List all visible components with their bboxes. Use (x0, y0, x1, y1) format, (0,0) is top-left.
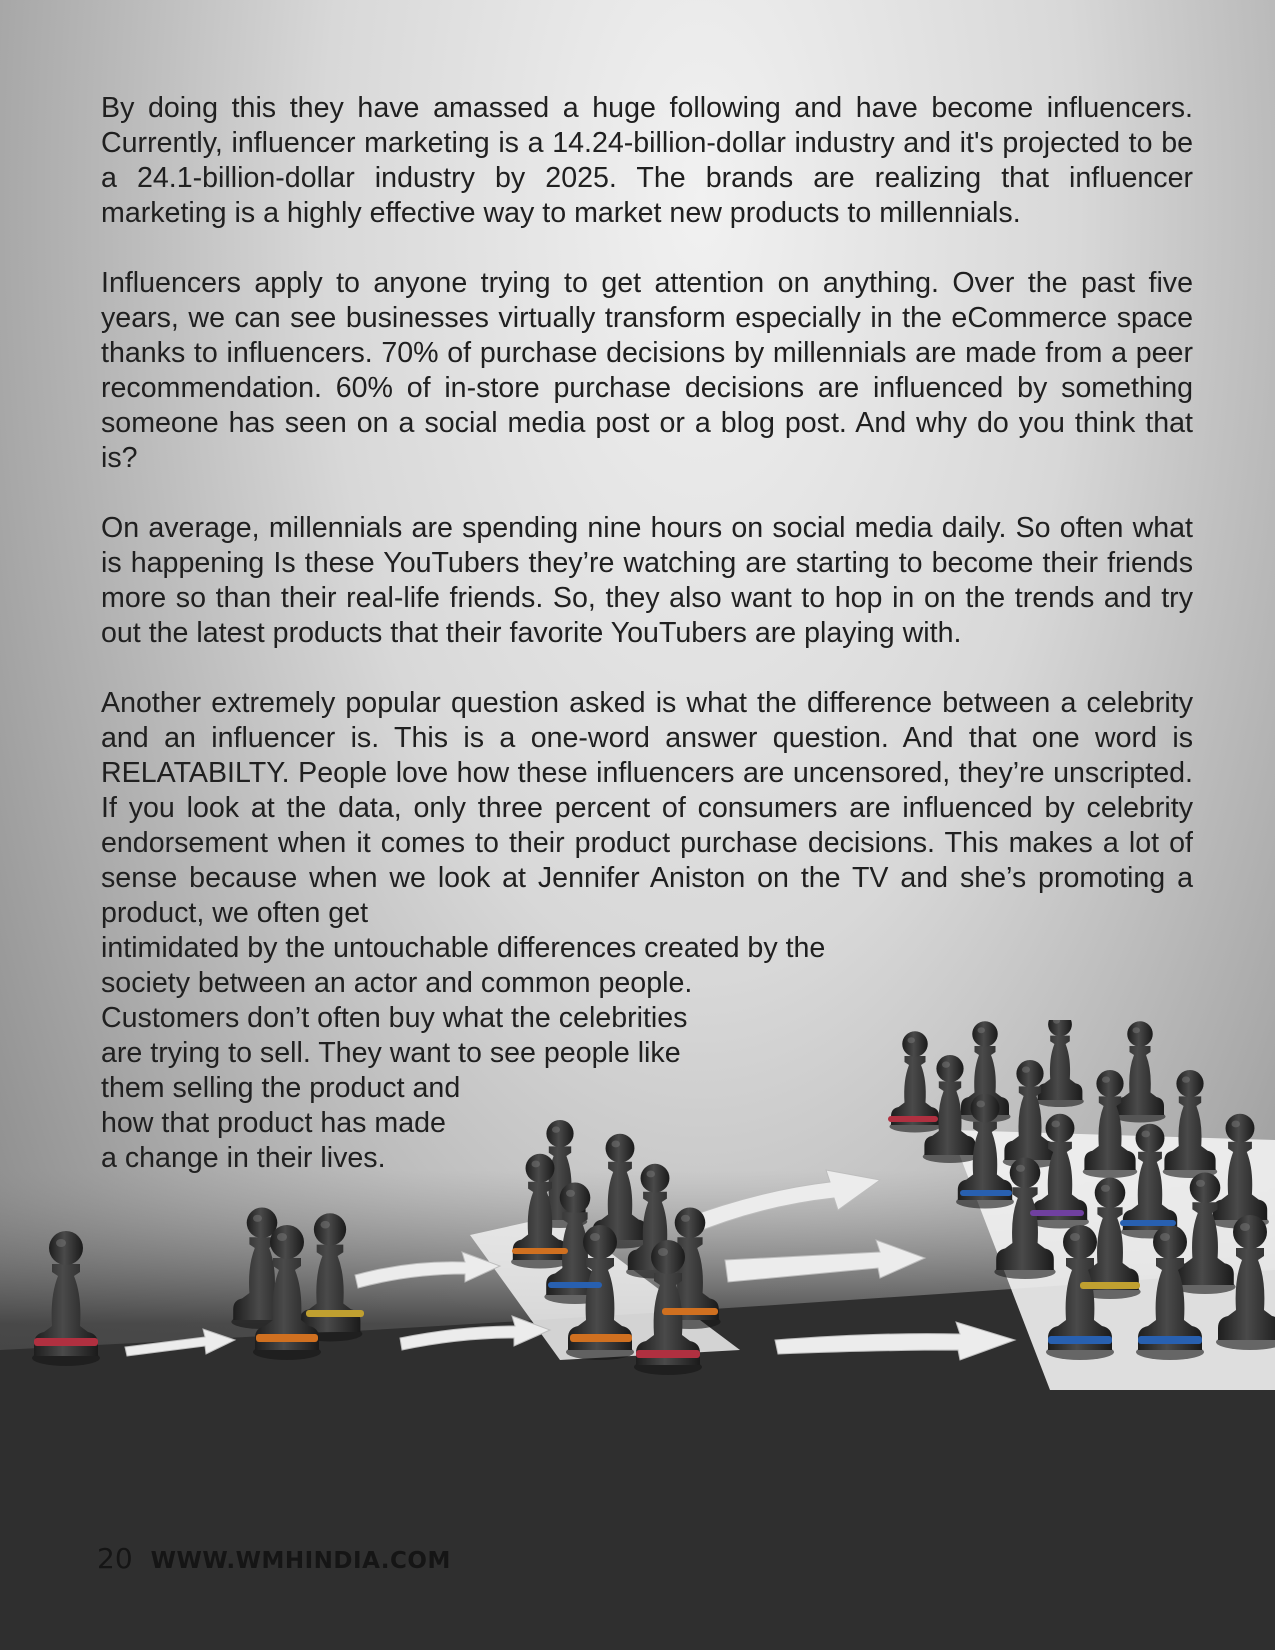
article-body (101, 91, 1193, 1176)
text-line: them selling the product and (101, 1072, 461, 1104)
text-line: Customers don’t often buy what the celebrities (101, 1002, 688, 1034)
page-footer (97, 1542, 451, 1578)
article-paragraph-1: By doing this they have amassed a huge following and have become influencers. Currently, influencer marketing is a 14.24-billion-dollar industry and it's projected to be a 24.1-billion-dollar industry by 2025. The brands are realizing that influencer marketing is a highly effective way to market new products to millennials. (101, 92, 1193, 229)
page-number: 20 (97, 1542, 133, 1575)
text-line: a change in their lives. (101, 1142, 386, 1174)
article-paragraph-2: Influencers apply to anyone trying to get attention on anything. Over the past five years, we can see businesses virtually transform especially in the eCommerce space thanks to influencers. 70% of purchase decisions by millennials are made from a peer recommendation. 60% of in-store purchase decisions are influenced by something someone has seen on a social media post or a blog post. And why do you think that is? (101, 267, 1193, 474)
text-line: how that product has made (101, 1107, 446, 1139)
text-line: are trying to sell. They want to see people like (101, 1037, 681, 1069)
article-paragraph-4-continued (101, 931, 1193, 1176)
website-link[interactable]: WWW.WMHINDIA.COM (150, 1548, 451, 1574)
article-paragraph-3: On average, millennials are spending nine hours on social media daily. So often what is happening Is these YouTubers they’re watching are starting to become their friends more so than their real-life friends. So, they also want to hop in on the trends and try out the latest products that their favorite YouTubers are playing with. (101, 512, 1193, 649)
text-line: intimidated by the untouchable differences created by the (101, 932, 826, 964)
article-paragraph-4: Another extremely popular question asked is what the difference between a celebrity and an influencer is. This is a one-word answer question. And that one word is RELATABILTY. People love how these influencers are uncensored, they’re unscripted. If you look at the data, only three percent of consumers are influenced by celebrity endorsement when it comes to their product purchase decisions. This makes a lot of sense because when we look at Jennifer Aniston on the TV and she’s promoting a product, we often get (101, 687, 1193, 929)
text-line: society between an actor and common people. (101, 967, 693, 999)
